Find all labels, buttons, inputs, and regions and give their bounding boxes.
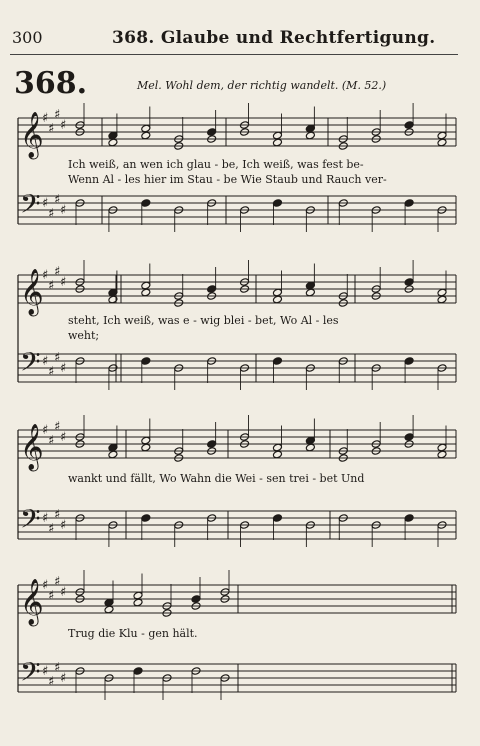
note-head — [133, 598, 143, 607]
sharp-icon: ♯ — [60, 518, 67, 533]
sharp-icon: ♯ — [54, 419, 61, 435]
note-head — [305, 281, 315, 290]
sharp-icon: ♯ — [42, 268, 49, 283]
note-head — [272, 295, 282, 304]
note-head — [404, 278, 414, 287]
note-head — [305, 124, 315, 133]
note-head — [404, 121, 414, 130]
treble-clef-icon: 𝄞 — [20, 424, 44, 470]
sharp-icon: ♯ — [54, 660, 61, 676]
sharp-icon: ♯ — [48, 433, 55, 449]
note-head — [404, 199, 414, 208]
sharp-icon: ♯ — [54, 192, 61, 208]
note-head — [305, 131, 315, 140]
note-head — [437, 131, 447, 140]
sharp-icon: ♯ — [42, 664, 49, 679]
lyric-line: Wenn Al - les hier im Stau - be Wie Staub und Rauch ver- — [68, 173, 387, 186]
note-head — [141, 288, 151, 297]
bass-clef-icon: 𝄢 — [20, 656, 41, 694]
lyric-line: wankt und fällt, Wo Wahn die Wei - sen trei - bet Und — [68, 472, 365, 485]
hymn-number: 368. — [14, 66, 88, 101]
note-head — [437, 450, 447, 459]
note-head — [305, 288, 315, 297]
sharp-icon: ♯ — [60, 275, 67, 290]
treble-clef-icon: 𝄞 — [20, 579, 44, 625]
note-head — [108, 131, 118, 140]
note-head — [141, 357, 151, 366]
sharp-icon: ♯ — [42, 196, 49, 211]
note-head — [141, 514, 151, 523]
sharp-icon: ♯ — [48, 121, 55, 137]
note-head — [104, 598, 114, 607]
note-head — [437, 288, 447, 297]
note-head — [305, 436, 315, 445]
sharp-icon: ♯ — [48, 206, 55, 222]
note-head — [141, 443, 151, 452]
note-head — [133, 591, 143, 600]
sharp-icon: ♯ — [54, 264, 61, 280]
bass-clef-icon: 𝄢 — [20, 503, 41, 541]
melody-note: Mel. Wohl dem, der richtig wandelt. (M. 52.) — [137, 79, 387, 92]
sharp-icon: ♯ — [54, 350, 61, 366]
bass-clef-icon: 𝄢 — [20, 188, 41, 226]
sharp-icon: ♯ — [42, 423, 49, 438]
note-head — [141, 199, 151, 208]
note-head — [404, 357, 414, 366]
sharp-icon: ♯ — [48, 521, 55, 537]
note-head — [108, 443, 118, 452]
note-head — [141, 436, 151, 445]
sharp-icon: ♯ — [48, 588, 55, 604]
note-head — [272, 131, 282, 140]
sharp-icon: ♯ — [60, 430, 67, 445]
note-head — [104, 605, 114, 614]
sharp-icon: ♯ — [42, 511, 49, 526]
lyric-line: weht; — [68, 329, 100, 342]
sharp-icon: ♯ — [60, 203, 67, 218]
sharp-icon: ♯ — [48, 278, 55, 294]
note-head — [108, 450, 118, 459]
lyric-line: Ich weiß, an wen ich glau - be, Ich weiß, was fest be- — [68, 158, 364, 171]
note-head — [272, 288, 282, 297]
note-head — [207, 128, 217, 137]
treble-clef-icon: 𝄞 — [20, 269, 44, 315]
sharp-icon: ♯ — [42, 354, 49, 369]
sharp-icon: ♯ — [54, 107, 61, 123]
running-title: 368. Glaube und Rechtfertigung. — [112, 28, 436, 48]
note-head — [207, 285, 217, 294]
note-head — [272, 357, 282, 366]
sharp-icon: ♯ — [48, 364, 55, 380]
note-head — [272, 199, 282, 208]
sharp-icon: ♯ — [54, 507, 61, 523]
note-head — [437, 295, 447, 304]
sharp-icon: ♯ — [60, 118, 67, 133]
note-head — [191, 595, 201, 604]
note-head — [272, 450, 282, 459]
bass-clef-icon: 𝄢 — [20, 346, 41, 384]
note-head — [437, 443, 447, 452]
note-head — [141, 124, 151, 133]
lyric-line: Trug die Klu - gen hält. — [68, 627, 198, 640]
treble-clef-icon: 𝄞 — [20, 112, 44, 158]
note-head — [141, 131, 151, 140]
note-head — [141, 281, 151, 290]
sharp-icon: ♯ — [42, 111, 49, 126]
page-number: 300 — [12, 28, 43, 47]
note-head — [404, 433, 414, 442]
note-head — [207, 440, 217, 449]
sharp-icon: ♯ — [48, 674, 55, 690]
note-head — [305, 443, 315, 452]
note-head — [272, 443, 282, 452]
sharp-icon: ♯ — [42, 578, 49, 593]
lyric-line: steht, Ich weiß, was e - wig blei - bet, Wo Al - les — [68, 314, 339, 327]
note-head — [133, 667, 143, 676]
note-head — [272, 138, 282, 147]
sharp-icon: ♯ — [54, 574, 61, 590]
sharp-icon: ♯ — [60, 671, 67, 686]
sharp-icon: ♯ — [60, 361, 67, 376]
note-head — [437, 138, 447, 147]
note-head — [272, 514, 282, 523]
note-head — [108, 138, 118, 147]
note-head — [404, 514, 414, 523]
sharp-icon: ♯ — [60, 585, 67, 600]
